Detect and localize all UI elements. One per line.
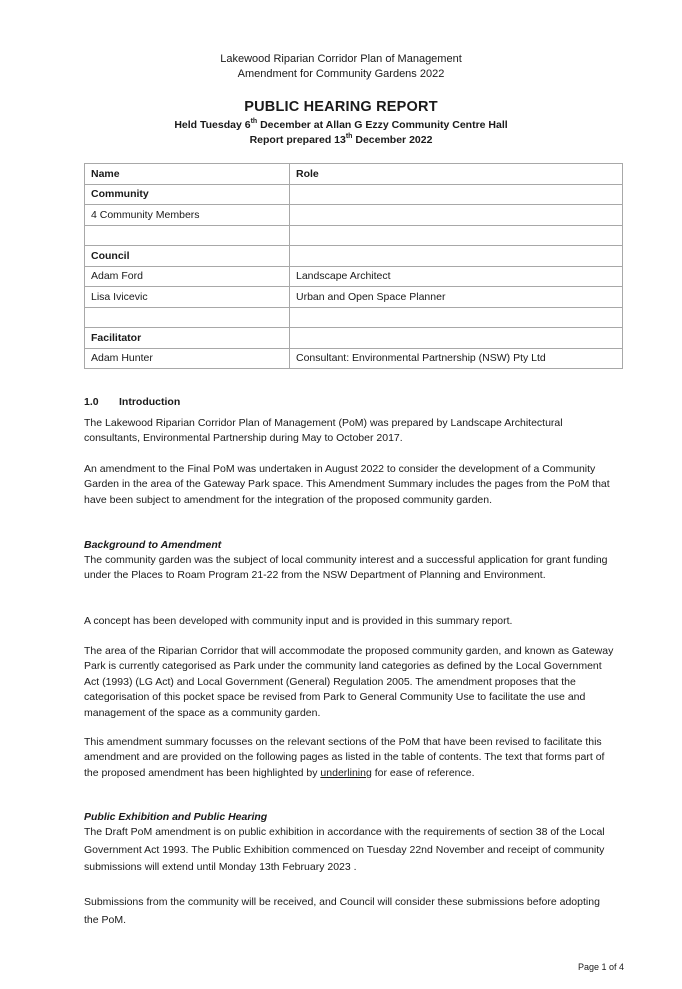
role-cell: Role — [290, 164, 623, 185]
name-cell: 4 Community Members — [85, 205, 290, 226]
table-row — [85, 348, 623, 369]
prepared-sup: th — [345, 132, 353, 140]
role-cell: Consultant: Environmental Partnership (NSW) Pty Ltd — [290, 348, 623, 369]
held-text-rest: December at Allan G Ezzy Community Centre Hall — [257, 119, 508, 131]
table-row — [85, 246, 623, 267]
paragraph-background: The community garden was the subject of local community interest and a successful application for grant funding under the Places to Roam Program 21-22 from the NSW Department of Planning and Environment. — [84, 554, 608, 582]
held-line — [0, 118, 682, 133]
paragraph-summary-text: This amendment summary focusses on the relevant sections of the PoM that have been revised to facilitate this amendment and are provided on the following pages as listed in the table of contents. The text that forms part of the proposed amendment has been highlighted by — [84, 736, 605, 779]
table-row — [85, 266, 623, 287]
role-cell — [290, 184, 623, 205]
name-cell: Name — [85, 164, 290, 185]
section-title: Introduction — [119, 396, 181, 408]
paragraph-concept: A concept has been developed with community input and is provided in this summary report. — [84, 615, 513, 627]
role-cell — [290, 205, 623, 226]
role-cell — [290, 246, 623, 267]
paragraph-intro: The Lakewood Riparian Corridor Plan of Management (PoM) was prepared by Landscape Architectural consultants, Environmental Partnership during May to October 2017. — [84, 417, 563, 445]
paragraph-categorisation: The area of the Riparian Corridor that will accommodate the proposed community garden, and known as Gateway Park is currently categorised as Park under the community land categories as defined by the Local Government Act (1993) (LG Act) and Local Government (General) Regulation 2005. The amendment proposes that the categorisation of this pocket space be revised from Park to General Community Use to facilitate the use and management of the space as a community garden. — [84, 645, 614, 719]
name-cell — [85, 225, 290, 246]
page-number: Page 1 of 4 — [578, 962, 625, 972]
heading-background: Background to Amendment — [84, 539, 222, 551]
name-cell: Facilitator — [85, 328, 290, 349]
role-cell: Urban and Open Space Planner — [290, 287, 623, 308]
role-cell — [290, 307, 623, 328]
role-cell — [290, 328, 623, 349]
table-row — [85, 164, 623, 185]
prepared-text-rest: December 2022 — [352, 134, 433, 146]
role-cell — [290, 225, 623, 246]
held-text: Held Tuesday 6 — [174, 119, 251, 131]
attendance-table — [84, 163, 623, 369]
header-line-1: Lakewood Riparian Corridor Plan of Management — [220, 53, 462, 65]
table-row — [85, 287, 623, 308]
name-cell: Lisa Ivicevic — [85, 287, 290, 308]
table-row — [85, 225, 623, 246]
underlined-word: underlining — [320, 766, 372, 779]
table-row — [85, 205, 623, 226]
report-title: PUBLIC HEARING REPORT — [244, 99, 438, 115]
paragraph-summary-end: for ease of reference. — [371, 766, 475, 779]
table-row — [85, 184, 623, 205]
paragraph-amendment: An amendment to the Final PoM was undertaken in August 2022 to consider the development of a Community Garden in the area of the Gateway Park space. This Amendment Summary includes the pages from the PoM that have been subject to amendment for the integration of the proposed community garden. — [84, 463, 610, 506]
paragraph-submissions: Submissions from the community will be received, and Council will consider these submissions before adopting the PoM. — [84, 896, 600, 926]
paragraph-exhibition: The Draft PoM amendment is on public exhibition in accordance with the requirements of section 38 of the Local Government Act 1993. The Public Exhibition commenced on Tuesday 22nd November and receipt of community submissions will extend until Monday 13th February 2023 . — [84, 826, 605, 873]
heading-exhibition: Public Exhibition and Public Hearing — [84, 811, 268, 823]
section-number: 1.0 — [84, 396, 99, 408]
name-cell: Council — [85, 246, 290, 267]
role-cell: Landscape Architect — [290, 266, 623, 287]
name-cell: Community — [85, 184, 290, 205]
prepared-line — [0, 133, 682, 148]
held-sup: th — [250, 117, 258, 125]
name-cell: Adam Ford — [85, 266, 290, 287]
name-cell — [85, 307, 290, 328]
prepared-text: Report prepared 13 — [249, 134, 346, 146]
section-heading — [84, 396, 180, 408]
table-row — [85, 307, 623, 328]
header-line-2: Amendment for Community Gardens 2022 — [237, 68, 445, 80]
paragraph-summary — [84, 735, 614, 781]
table-row — [85, 328, 623, 349]
name-cell: Adam Hunter — [85, 348, 290, 369]
